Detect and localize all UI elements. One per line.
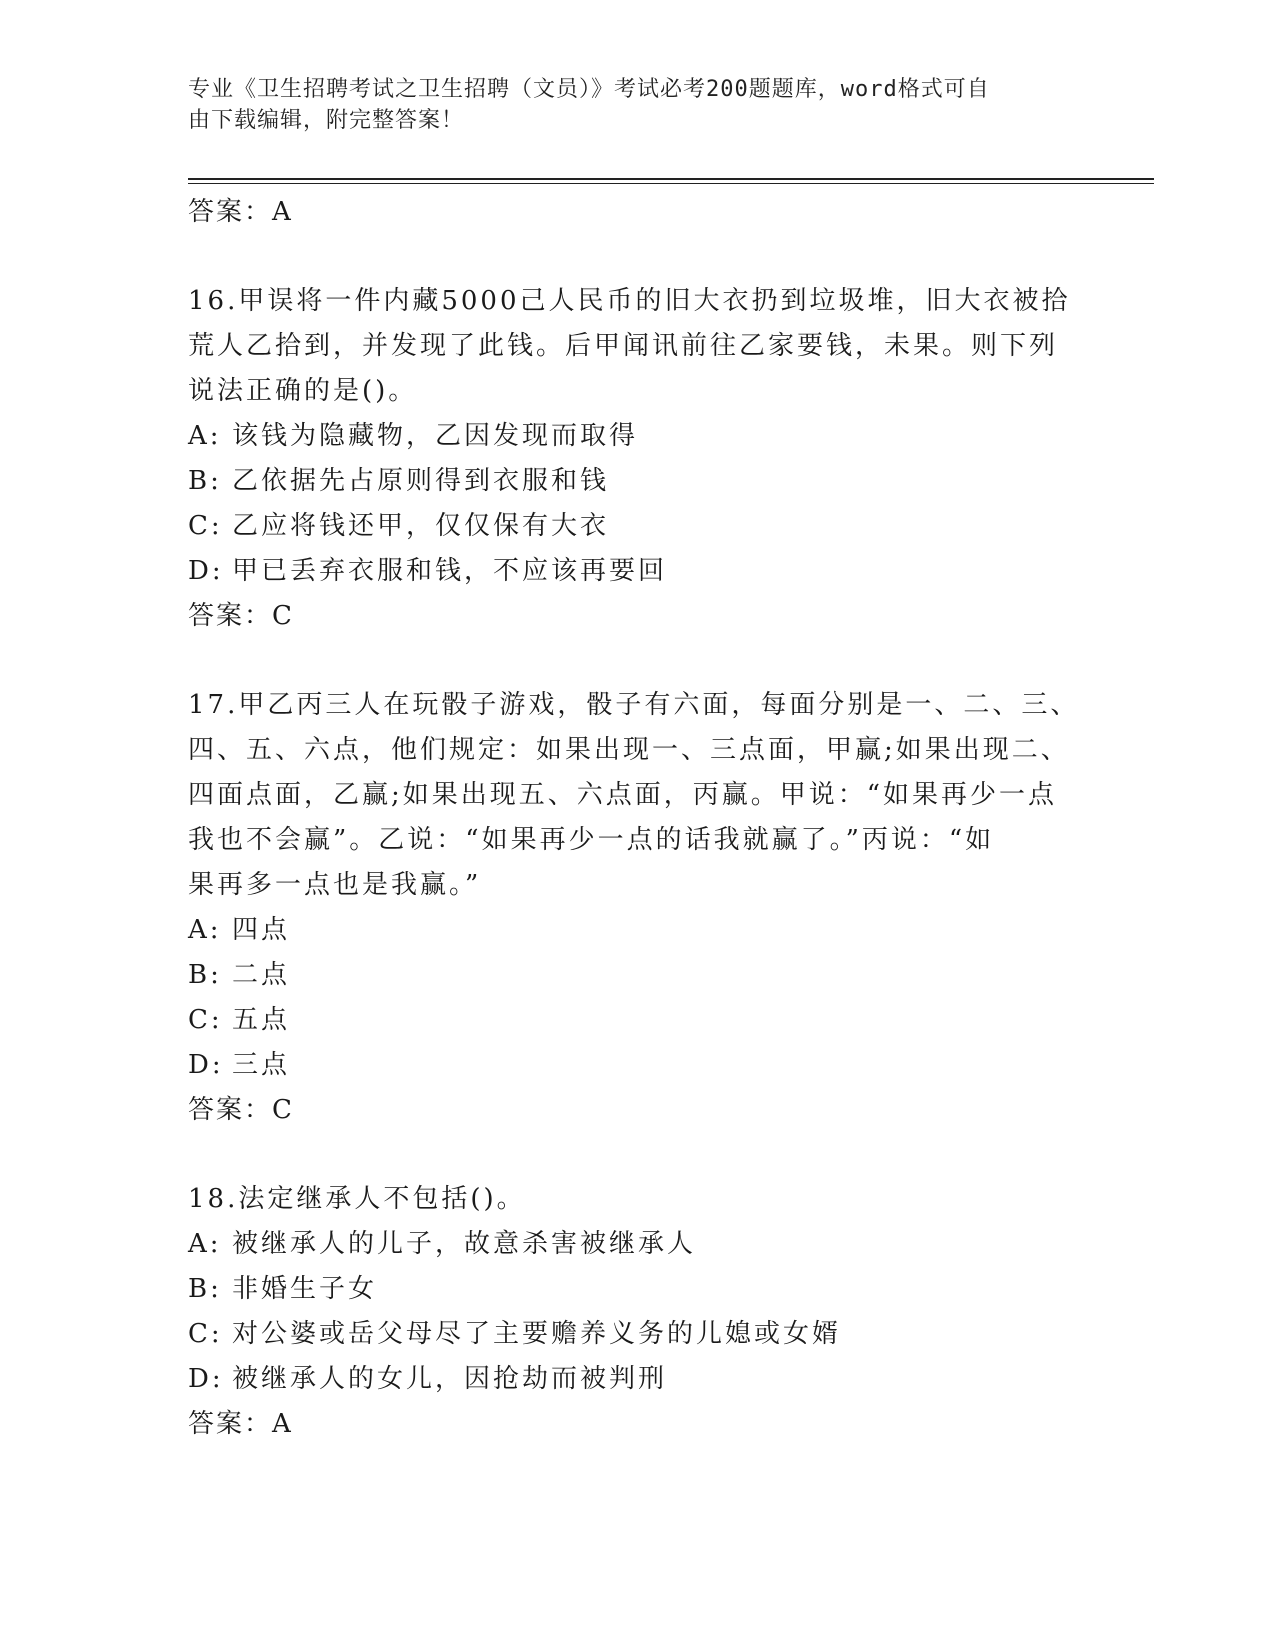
- spacer: [188, 1133, 1088, 1177]
- stem-line: 说法正确的是()。: [188, 376, 418, 406]
- option-d: [188, 549, 1088, 594]
- question-stem: [188, 683, 1088, 908]
- stem-line: 荒人乙拾到，并发现了此钱。后甲闻讯前往乙家要钱，未果。则下列: [188, 331, 1059, 361]
- option-text: 被继承人的儿子，故意杀害被继承人: [232, 1229, 697, 1259]
- option-text: 非婚生子女: [232, 1274, 378, 1304]
- option-text: 被继承人的女儿，因抢劫而被判刑: [232, 1364, 668, 1394]
- header-line-2: 由下载编辑，附完整答案！: [188, 108, 465, 133]
- header-line-1: 专业《卫生招聘考试之卫生招聘（文员）》考试必考200题题库，word格式可自: [188, 77, 990, 102]
- option-c: [188, 998, 1088, 1043]
- header-rule-thick: [188, 178, 1154, 180]
- previous-answer: 答案：A: [188, 197, 293, 227]
- option-d: [188, 1357, 1088, 1402]
- option-text: 该钱为隐藏物，乙因发现而取得: [232, 421, 639, 451]
- stem-line: 16.甲误将一件内藏5000己人民币的旧大衣扔到垃圾堆，旧大衣被拾: [188, 286, 1071, 316]
- option-letter: A:: [188, 1229, 222, 1259]
- option-letter: B:: [188, 1274, 222, 1304]
- stem-line: 四、五、六点，他们规定：如果出现一、三点面，甲赢;如果出现二、: [188, 735, 1070, 765]
- option-b: [188, 459, 1088, 504]
- answer-line: 答案：A: [188, 1409, 293, 1439]
- option-letter: A:: [188, 421, 222, 451]
- option-letter: D:: [188, 556, 224, 586]
- stem-line: 17.甲乙丙三人在玩骰子游戏，骰子有六面，每面分别是一、二、三、: [188, 690, 1080, 720]
- option-d: [188, 1043, 1088, 1088]
- option-a: [188, 908, 1088, 953]
- stem-line: 果再多一点也是我赢。”: [188, 870, 482, 900]
- page-header: [188, 74, 1068, 136]
- option-b: [188, 953, 1088, 998]
- header-rule-thin: [188, 183, 1154, 184]
- question-17: [188, 683, 1088, 1133]
- option-a: [188, 1222, 1088, 1267]
- option-a: [188, 414, 1088, 459]
- option-letter: C:: [188, 511, 223, 541]
- question-content: [188, 190, 1088, 1447]
- option-letter: D:: [188, 1050, 224, 1080]
- option-b: [188, 1267, 1088, 1312]
- option-letter: A:: [188, 915, 222, 945]
- option-letter: B:: [188, 960, 222, 990]
- option-text: 乙依据先占原则得到衣服和钱: [232, 466, 610, 496]
- option-text: 三点: [232, 1050, 291, 1080]
- option-text: 对公婆或岳父母尽了主要赡养义务的儿媳或女婿: [232, 1319, 842, 1349]
- option-letter: D:: [188, 1364, 224, 1394]
- option-letter: C:: [188, 1005, 223, 1035]
- option-text: 二点: [232, 960, 291, 990]
- option-c: [188, 1312, 1088, 1357]
- option-text: 四点: [232, 915, 291, 945]
- spacer: [188, 235, 1088, 279]
- option-text: 五点: [232, 1005, 291, 1035]
- option-c: [188, 504, 1088, 549]
- option-text: 乙应将钱还甲，仅仅保有大衣: [232, 511, 610, 541]
- stem-line: 四面点面，乙赢;如果出现五、六点面，丙赢。甲说：“如果再少一点: [188, 780, 1058, 810]
- option-letter: C:: [188, 1319, 223, 1349]
- option-text: 甲已丢弃衣服和钱，不应该再要回: [232, 556, 668, 586]
- question-stem: [188, 279, 1088, 414]
- answer-line: 答案：C: [188, 601, 294, 631]
- question-16: [188, 279, 1088, 639]
- stem-line: 18.法定继承人不包括()。: [188, 1184, 526, 1214]
- answer-line: 答案：C: [188, 1095, 294, 1125]
- question-stem: [188, 1177, 1088, 1222]
- spacer: [188, 639, 1088, 683]
- question-18: [188, 1177, 1088, 1447]
- stem-line: 我也不会赢”。乙说：“如果再少一点的话我就赢了。”丙说：“如: [188, 825, 995, 855]
- option-letter: B:: [188, 466, 222, 496]
